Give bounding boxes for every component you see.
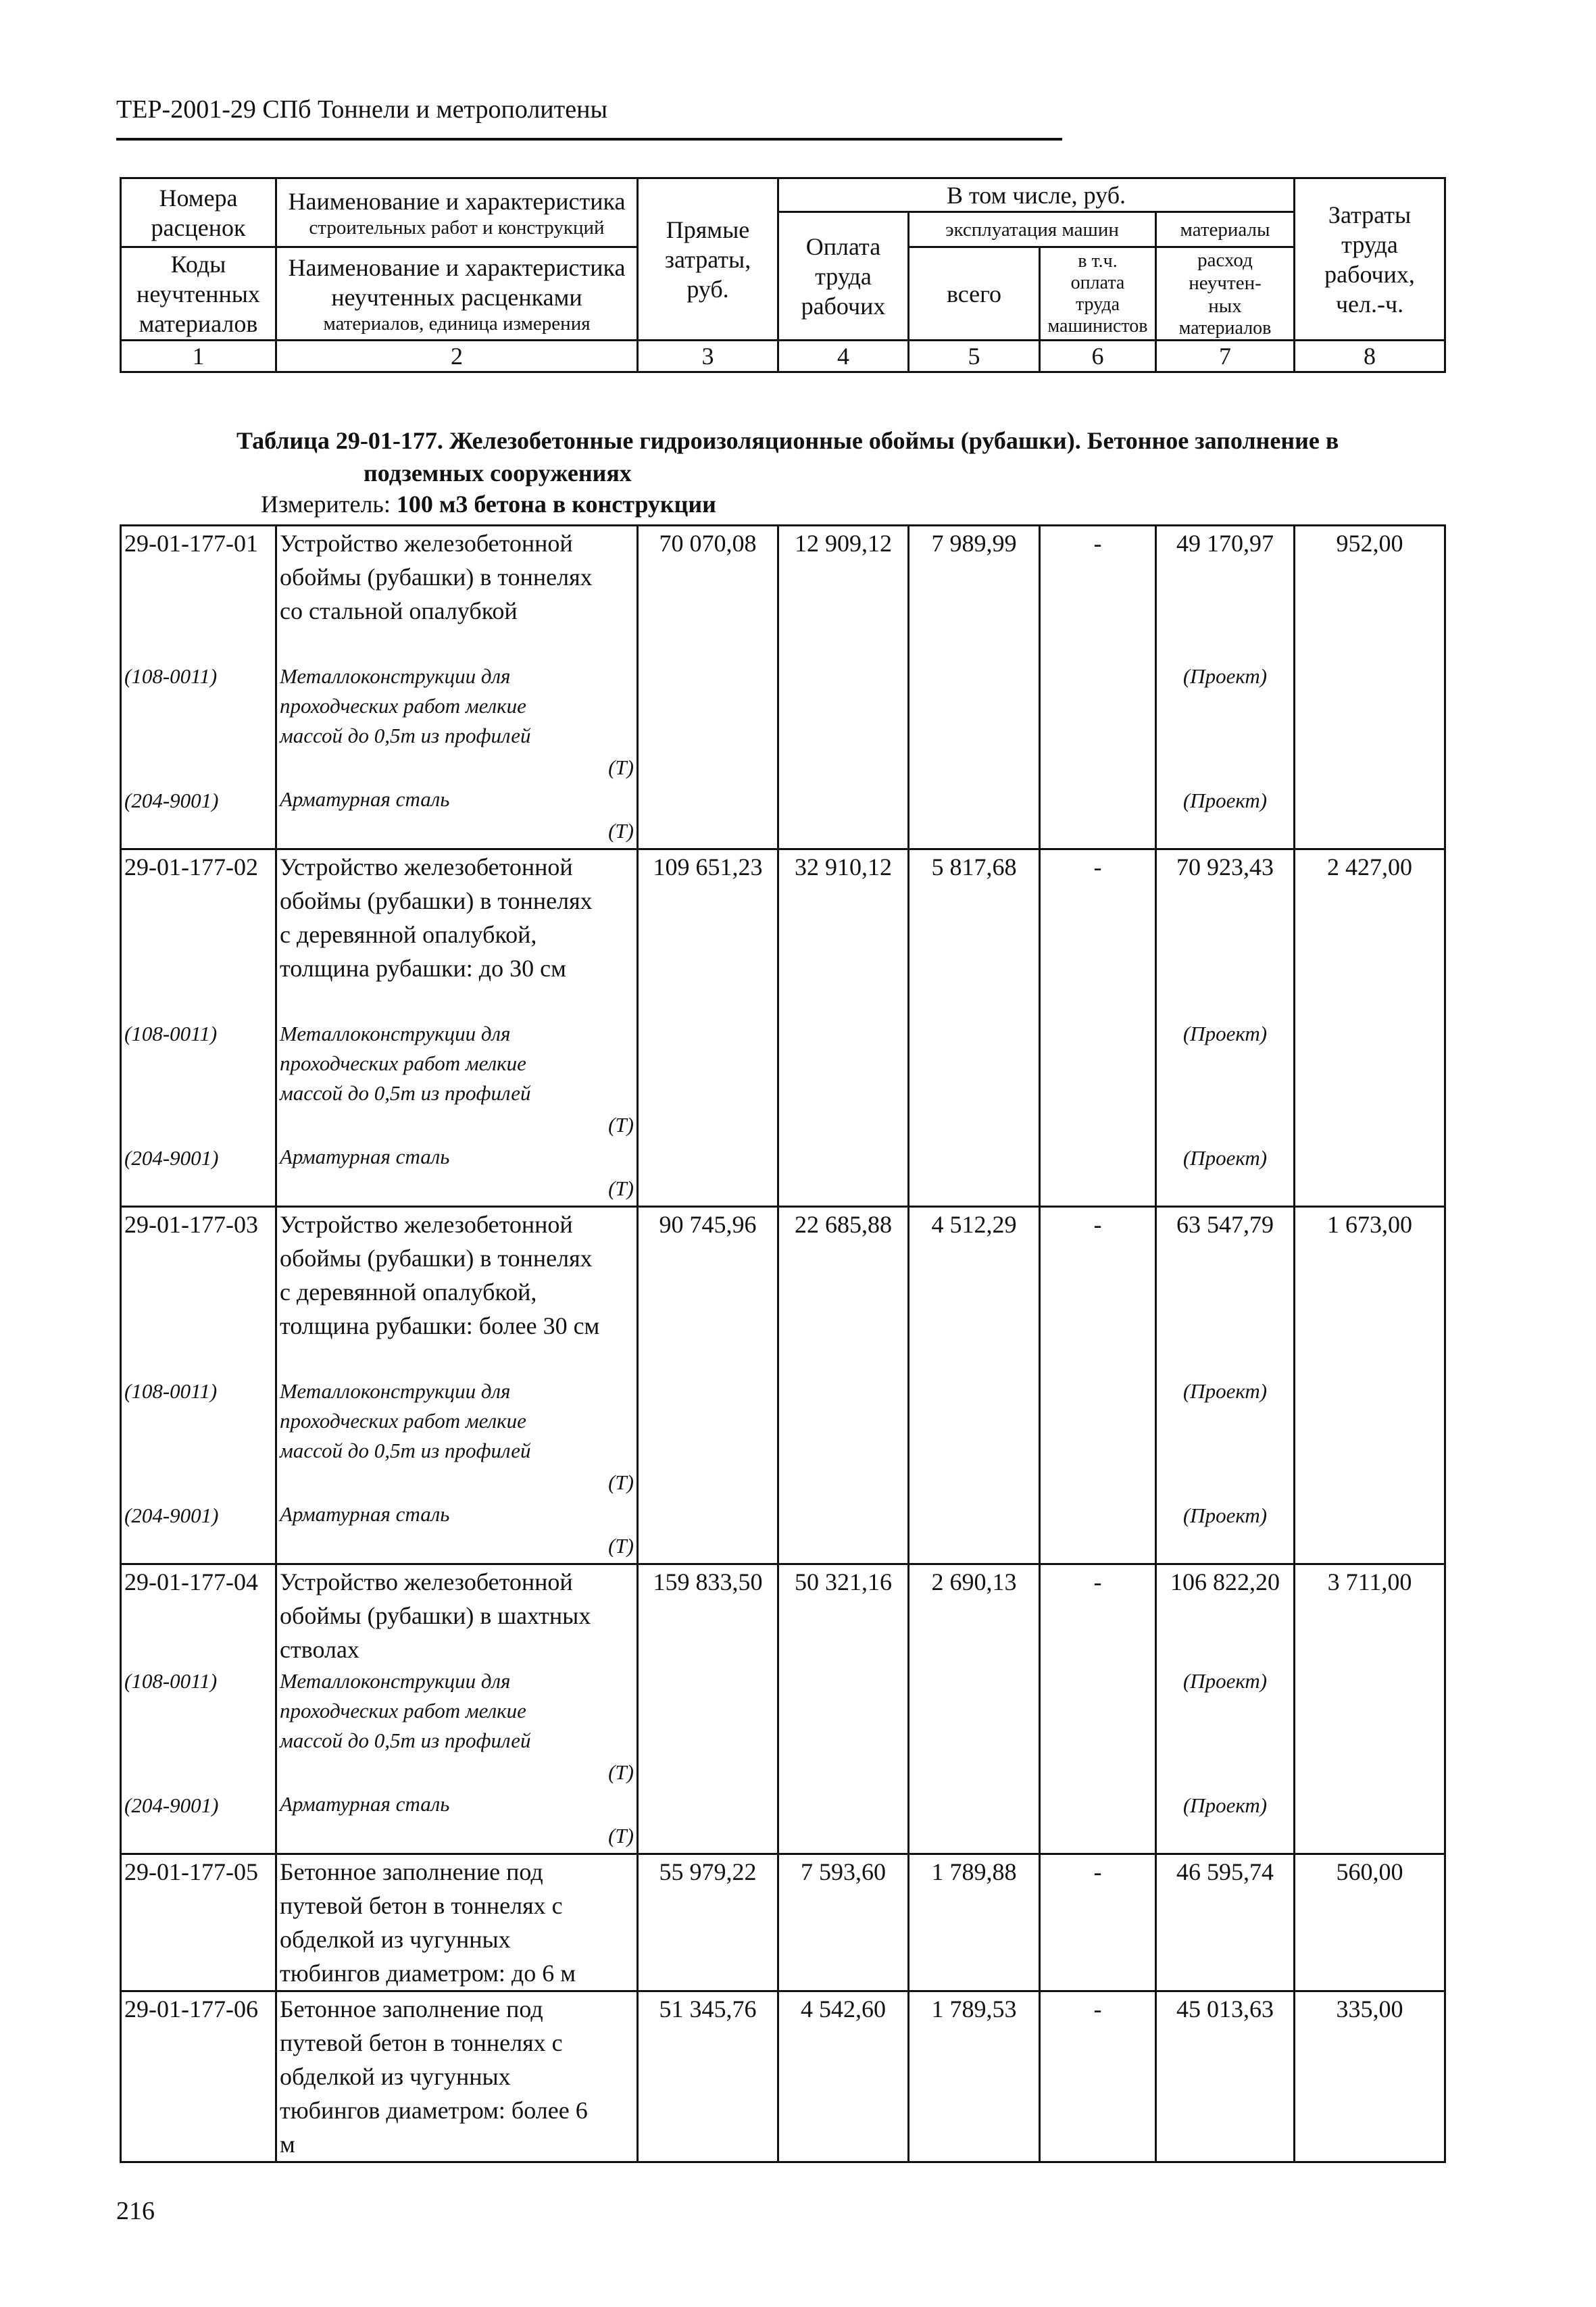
direct-cost: 70 070,08 [638,526,778,849]
machines-cost: 1 789,53 [909,1991,1040,2162]
col6-header: в т.ч. оплата труда машинистов [1040,247,1156,341]
col-number-3: 3 [638,341,778,372]
operators-cost: - [1040,1854,1156,1991]
materials-cost: 70 923,43 (Проект) (Проект) [1156,849,1295,1207]
page-header: ТЕР-2001-29 СПб Тоннели и метрополитены [116,95,607,124]
labor-cost: 32 910,12 [778,849,909,1207]
labor-hours: 952,00 [1295,526,1445,849]
machines-cost: 4 512,29 [909,1207,1040,1564]
col8-header: Затраты труда рабочих, чел.-ч. [1295,178,1445,341]
labor-hours: 3 711,00 [1295,1564,1445,1854]
col4-header: Оплата труда рабочих [778,212,909,341]
materials-cost: 106 822,20 (Проект) (Проект) [1156,1564,1295,1854]
labor-cost: 12 909,12 [778,526,909,849]
materials-cost: 46 595,74 [1156,1854,1295,1991]
labor-hours: 560,00 [1295,1854,1445,1991]
direct-cost: 51 345,76 [638,1991,778,2162]
operators-cost: - [1040,1991,1156,2162]
table-title: Таблица 29-01-177. Железобетонные гидроизоляционные обоймы (рубашки). Бетонное заполнение в подземных сооружениях [236,427,1339,487]
operators-cost: - [1040,1207,1156,1564]
col3-header: Прямые затраты, руб. [638,178,778,341]
col-number-5: 5 [909,341,1040,372]
materials-cost: 63 547,79 (Проект) (Проект) [1156,1207,1295,1564]
column-header-table [120,177,1446,373]
labor-cost: 22 685,88 [778,1207,909,1564]
labor-cost: 50 321,16 [778,1564,909,1854]
operators-cost: - [1040,849,1156,1207]
labor-cost: 7 593,60 [778,1854,909,1991]
rate-name: Бетонное заполнение под путевой бетон в тоннелях с обделкой из чугунных тюбингов диаметром: до 6 м [276,1854,638,1991]
rate-code: 29-01-177-03 (108-0011) (204-9001) [121,1207,276,1564]
operators-cost: - [1040,526,1156,849]
col2-top-header: Наименование и характеристика строительных работ и конструкций [276,178,638,247]
col1-top-header: Номера расценок [121,178,276,247]
machines-cost: 2 690,13 [909,1564,1040,1854]
col7-header: расход неучтен- ных материалов [1156,247,1295,341]
direct-cost: 90 745,96 [638,1207,778,1564]
table-row [121,849,1445,1207]
rate-code: 29-01-177-06 [121,1991,276,2162]
rate-code: 29-01-177-04 (108-0011) (204-9001) [121,1564,276,1854]
rate-code: 29-01-177-02 (108-0011) (204-9001) [121,849,276,1207]
machines-cost: 7 989,99 [909,526,1040,849]
machines-cost: 1 789,88 [909,1854,1040,1991]
table-row [121,1854,1445,1991]
col-number-6: 6 [1040,341,1156,372]
col-number-4: 4 [778,341,909,372]
col-number-8: 8 [1295,341,1445,372]
direct-cost: 159 833,50 [638,1564,778,1854]
measure-line: Измеритель: 100 м3 бетона в конструкции [261,491,716,518]
machines-header: эксплуатация машин [909,212,1156,247]
table-row [121,1207,1445,1564]
rate-name: Бетонное заполнение под путевой бетон в тоннелях с обделкой из чугунных тюбингов диаметром: более 6 м [276,1991,638,2162]
rate-name: Устройство железобетонной обоймы (рубашки) в тоннелях со стальной опалубкой Металлоконструкции для проходческих работ мелкие массой до 0,5т из профилей (Т) Арматурная сталь (Т) [276,526,638,849]
col-number-7: 7 [1156,341,1295,372]
table-row [121,1991,1445,2162]
header-rule [116,138,1062,141]
col-number-1: 1 [121,341,276,372]
direct-cost: 109 651,23 [638,849,778,1207]
materials-cost: 49 170,97 (Проект) (Проект) [1156,526,1295,849]
labor-hours: 2 427,00 [1295,849,1445,1207]
operators-cost: - [1040,1564,1156,1854]
labor-cost: 4 542,60 [778,1991,909,2162]
rate-name: Устройство железобетонной обоймы (рубашки) в шахтных стволах Металлоконструкции для проходческих работ мелкие массой до 0,5т из профилей (Т) Арматурная сталь (Т) [276,1564,638,1854]
labor-hours: 335,00 [1295,1991,1445,2162]
table-row [121,1564,1445,1854]
machines-cost: 5 817,68 [909,849,1040,1207]
col2-bottom-header: Наименование и характеристика неучтенных расценками материалов, единица измерения [276,247,638,341]
materials-header: материалы [1156,212,1295,247]
col5-header: всего [909,247,1040,341]
rate-code: 29-01-177-01 (108-0011) (204-9001) [121,526,276,849]
col1-bottom-header: Коды неучтенных материалов [121,247,276,341]
page-number: 216 [116,2197,155,2225]
rate-name: Устройство железобетонной обоймы (рубашки) в тоннелях с деревянной опалубкой, толщина рубашки: до 30 см Металлоконструкции для проходческих работ мелкие массой до 0,5т из профилей (Т) Арматурная сталь (Т) [276,849,638,1207]
rate-name: Устройство железобетонной обоймы (рубашки) в тоннелях с деревянной опалубкой, толщина рубашки: более 30 см Металлоконструкции для проходческих работ мелкие массой до 0,5т из профилей (Т) Арматурная сталь (Т) [276,1207,638,1564]
labor-hours: 1 673,00 [1295,1207,1445,1564]
direct-cost: 55 979,22 [638,1854,778,1991]
materials-cost: 45 013,63 [1156,1991,1295,2162]
col-number-2: 2 [276,341,638,372]
rate-code: 29-01-177-05 [121,1854,276,1991]
group-header: В том числе, руб. [778,178,1295,212]
table-row [121,526,1445,849]
rates-table [120,524,1446,2163]
